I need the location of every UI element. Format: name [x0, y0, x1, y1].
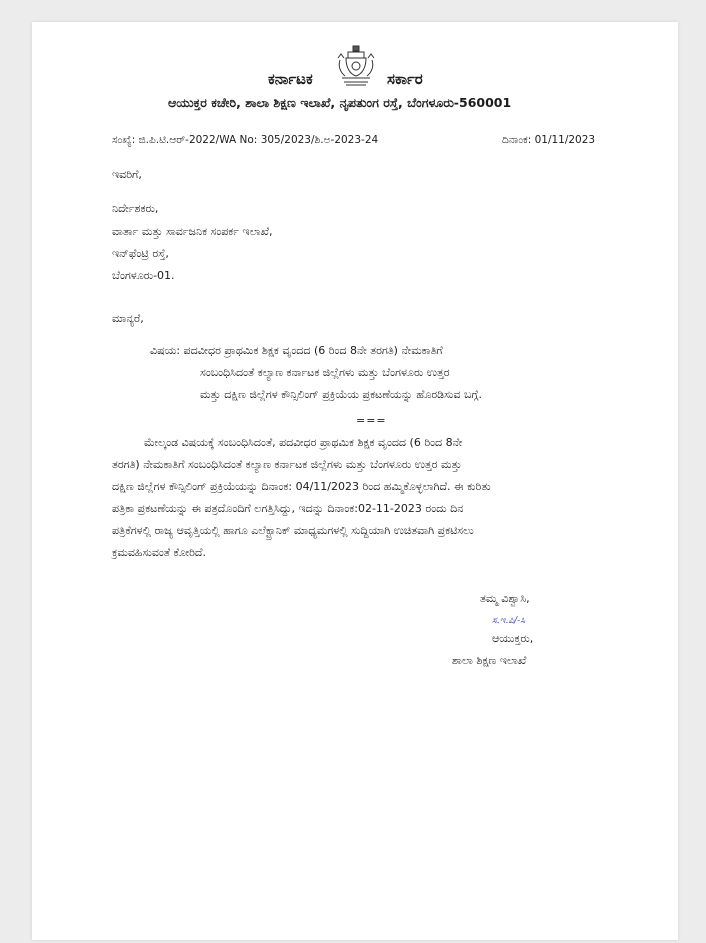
body-line-3: ದಕ್ಷಿಣ ಜಿಲ್ಲೆಗಳ ಕೌನ್ಸಿಲಿಂಗ್ ಪ್ರಕ್ರಿಯೆಯನ್ನು ದಿನಾಂಕ: 04/11/2023 ರಿಂದ ಹಮ್ಮಿಕೊಳ್ಳಲಾಗಿದೆ. ಈ ಕುರಿತು: [112, 480, 491, 493]
body-line-4: ಪತ್ರಿಕಾ ಪ್ರಕಟಣೆಯನ್ನು ಈ ಪತ್ರದೊಂದಿಗೆ ಲಗತ್ತಿಸಿದ್ದು, ಇದನ್ನು ದಿನಾಂಕ:02-11-2023 ರಂದು ದಿನ: [112, 502, 464, 515]
body-line-1: ಮೇಲ್ಕಂಡ ವಿಷಯಕ್ಕೆ ಸಂಬಂಧಿಸಿದಂತೆ, ಪದವೀಧರ ಪ್ರಾಥಮಿಕ ಶಿಕ್ಷಕ ವೃಂದದ (6 ರಿಂದ 8ನೇ: [144, 436, 463, 449]
to-label: ಇವರಿಗೆ,: [112, 168, 142, 181]
closing-regards: ತಮ್ಮ ವಿಶ್ವಾಸಿ,: [480, 592, 530, 605]
body-line-6: ಕ್ರಮವಹಿಸುವಂತೆ ಕೋರಿದೆ.: [112, 546, 206, 559]
header-right-word: ಸರ್ಕಾರ: [387, 70, 423, 88]
body-line-5: ಪತ್ರಿಕೆಗಳಲ್ಲಿ ರಾಜ್ಯ ಆವೃತ್ತಿಯಲ್ಲಿ ಹಾಗೂ ಎಲೆಕ್ಟ್ರಾನಿಕ್ ಮಾಧ್ಯಮಗಳಲ್ಲಿ ಸುದ್ದಿಯಾಗಿ ಉಚಿತವಾಗಿ ಪ್ರಕಟಿಸಲು: [112, 524, 474, 537]
subject-line-3: ಮತ್ತು ದಕ್ಷಿಣ ಜಿಲ್ಲೆಗಳ ಕೌನ್ಸಿಲಿಂಗ್ ಪ್ರಕ್ರಿಯೆಯ ಪ್ರಕಟಣೆಯನ್ನು ಹೊರಡಿಸುವ ಬಗ್ಗೆ.: [200, 388, 482, 401]
recipient-line-4: ಬೆಂಗಳೂರು-01.: [112, 269, 175, 282]
signatory-department: ಶಾಲಾ ಶಿಕ್ಷಣ ಇಲಾಖೆ: [452, 654, 527, 667]
subject-line-1: ವಿಷಯ: ಪದವೀಧರ ಪ್ರಾಥಮಿಕ ಶಿಕ್ಷಕ ವೃಂದದ (6 ರಿಂದ 8ನೇ ತರಗತಿ) ನೇಮಕಾತಿಗೆ: [150, 344, 443, 357]
signature-scribble: ಸ.ಇ.ಪಿ/-ಸಿ: [492, 616, 525, 626]
recipient-line-3: ಇನ್‌ಫೆಂಟ್ರಿ ರಸ್ತೆ,: [112, 247, 169, 260]
header-left-word: ಕರ್ನಾಟಕ: [268, 70, 313, 88]
signatory-designation: ಆಯುಕ್ತರು,: [492, 632, 534, 645]
salutation: ಮಾನ್ಯರೆ,: [112, 312, 144, 325]
section-divider: ===: [356, 414, 387, 427]
letter-date: ದಿನಾಂಕ: 01/11/2023: [502, 134, 596, 146]
office-address-line: ಆಯುಕ್ತರ ಕಚೇರಿ, ಶಾಲಾ ಶಿಕ್ಷಣ ಇಲಾಖೆ, ನೃಪತುಂಗ ರಸ್ತೆ, ಬೆಂಗಳೂರು-560001: [168, 95, 512, 110]
recipient-line-1: ನಿರ್ದೇಶಕರು,: [112, 202, 159, 215]
karnataka-emblem-icon: [334, 44, 378, 88]
letter-page: [32, 22, 678, 940]
subject-line-2: ಸಂಬಂಧಿಸಿದಂತೆ ಕಲ್ಯಾಣ ಕರ್ನಾಟಕ ಜಿಲ್ಲೆಗಳು ಮತ್ತು ಬೆಂಗಳೂರು ಉತ್ತರ: [200, 366, 450, 379]
reference-number: ಸಂಖ್ಯೆ: ಜಿ.ಪಿ.ಟಿ.ಆರ್-2022/WA No: 305/2023/ಶಿ.ಅ-2023-24: [112, 134, 379, 146]
recipient-line-2: ವಾರ್ತಾ ಮತ್ತು ಸಾರ್ವಜನಿಕ ಸಂಪರ್ಕ ಇಲಾಖೆ,: [112, 225, 273, 238]
body-line-2: ತರಗತಿ) ನೇಮಕಾತಿಗೆ ಸಂಬಂಧಿಸಿದಂತೆ ಕಲ್ಯಾಣ ಕರ್ನಾಟಕ ಜಿಲ್ಲೆಗಳು ಮತ್ತು ಬೆಂಗಳೂರು ಉತ್ತರ ಮತ್ತು: [112, 458, 462, 471]
